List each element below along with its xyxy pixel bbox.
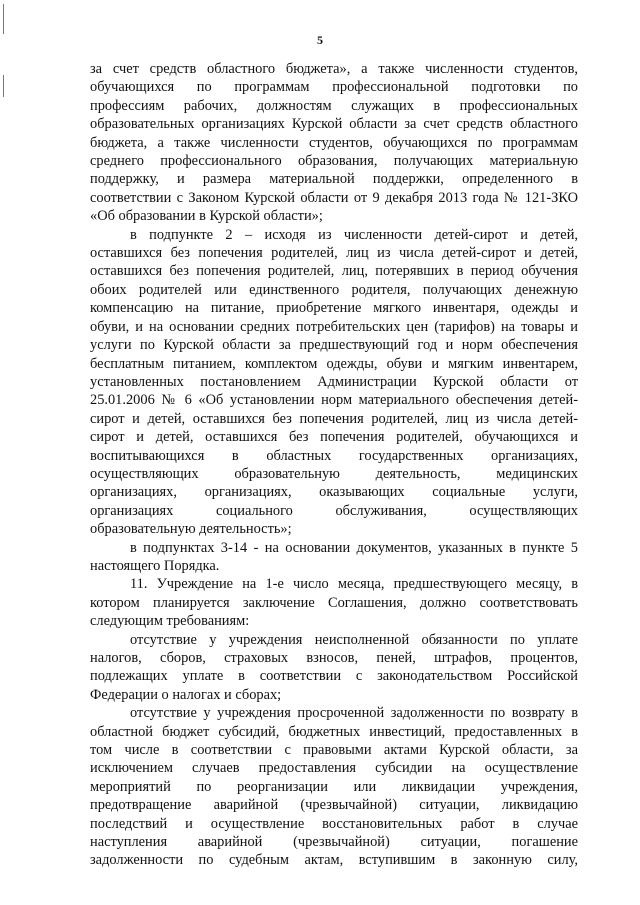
text-line: подлежащих уплате в соответствии с законодательством Российской xyxy=(90,668,578,685)
text-line: наступления аварийной (чрезвычайной) ситуации, погашение xyxy=(90,834,578,851)
text-line: бюджета, а также численности студентов, обучающихся по программам xyxy=(90,134,578,151)
text-line: отсутствие у учреждения просроченной задолженности по возврату в xyxy=(130,705,578,722)
text-line: обоих родителей или единственного родителя, получающих денежную xyxy=(90,281,578,298)
text-line: среднего профессионального образования, получающих материальную xyxy=(90,153,578,170)
paragraph-3 xyxy=(90,539,578,576)
text-line: установленных постановлением Администрации Курской области от xyxy=(90,373,578,390)
text-line: компенсацию на питание, приобретение мягкого инвентаря, одежды и xyxy=(90,300,578,317)
text-line: областной бюджет субсидий, бюджетных инвестиций, предоставленных в xyxy=(90,723,578,740)
text-line: сирот и детей, оставшихся без попечения родителей, обучающихся и xyxy=(90,429,578,446)
text-line: настоящего Порядка. xyxy=(90,557,220,574)
paragraph-4 xyxy=(90,575,578,630)
text-line: организациях социального обслуживания, осуществляющих xyxy=(90,502,578,519)
page-number: 5 xyxy=(317,33,323,47)
text-line: образовательных организациях Курской области за счет средств областного xyxy=(90,116,578,133)
text-line: поддержку, и размера материальной поддержки, определенного в xyxy=(90,171,578,188)
scan-edge-mark xyxy=(3,4,4,34)
text-line: отсутствие у учреждения неисполненной обязанности по уплате xyxy=(130,631,578,648)
text-line: услуги по Курской области за предшествующий год и норм обеспечения xyxy=(90,337,578,354)
paragraph-6 xyxy=(90,704,578,870)
document-body xyxy=(90,60,578,870)
text-line: последствий и осуществление восстановительных работ в случае xyxy=(90,815,578,832)
text-line: налогов, сборов, страховых взносов, пеней, штрафов, процентов, xyxy=(90,650,578,666)
text-line: бесплатным питанием, комплектом одежды, обуви и мягким инвентарем, xyxy=(90,355,578,372)
scan-edge-mark xyxy=(3,75,4,97)
text-line: котором планируется заключение Соглашения, должно соответствовать xyxy=(90,594,578,611)
text-line: организациях, организациях, оказывающих социальные услуги, xyxy=(90,484,578,501)
text-line: том числе в соответствии с правовыми актами Курской области, за xyxy=(90,742,578,759)
text-line: 25.01.2006 № 6 «Об установлении норм материального обеспечения детей- xyxy=(90,392,578,409)
text-line: исключением случаев предоставления субсидии на осуществление xyxy=(90,760,578,777)
text-line: обучающихся по программам профессиональной подготовки по xyxy=(90,79,578,96)
paragraph-2 xyxy=(90,226,578,539)
text-line: «Об образовании в Курской области»; xyxy=(90,208,323,225)
text-line: предотвращение аварийной (чрезвычайной) ситуации, ликвидацию xyxy=(90,797,578,814)
paragraph-5 xyxy=(90,631,578,705)
text-line: воспитывающихся в областных государственных организациях, xyxy=(90,447,578,464)
text-line: в подпунктах 3-14 - на основании документов, указанных в пункте 5 xyxy=(130,539,578,556)
text-line: за счет средств областного бюджета», а также численности студентов, xyxy=(90,61,578,77)
text-line: мероприятий по реорганизации или ликвидации учреждения, xyxy=(90,778,578,795)
text-line: сирот и детей, оставшихся без попечения родителей, лиц из числа детей- xyxy=(90,410,578,427)
text-line: осуществляющих образовательную деятельность, медицинских xyxy=(90,465,578,482)
text-line: Федерации о налогах и сборах; xyxy=(90,686,282,703)
text-line: оставшихся без попечения родителей, лиц из числа детей-сирот и детей, xyxy=(90,245,578,262)
text-line: образовательную деятельность»; xyxy=(90,521,292,538)
text-line: оставшихся без попечения родителей, лиц, потерявших в период обучения xyxy=(90,263,578,280)
text-line: в подпункте 2 – исходя из численности детей-сирот и детей, xyxy=(130,226,578,243)
text-line: следующим требованиям: xyxy=(90,613,250,630)
text-line: соответствии с Законом Курской области от 9 декабря 2013 года № 121-ЗКО xyxy=(90,189,578,206)
paragraph-1 xyxy=(90,60,578,226)
text-line: задолженности по судебным актам, вступившим в законную силу, xyxy=(90,852,578,869)
text-line: обуви, и на основании средних потребительских цен (тарифов) на товары и xyxy=(90,318,578,335)
text-line: 11. Учреждение на 1-е число месяца, предшествующего месяцу, в xyxy=(130,576,578,593)
text-line: профессиям рабочих, должностям служащих в профессиональных xyxy=(90,97,578,114)
